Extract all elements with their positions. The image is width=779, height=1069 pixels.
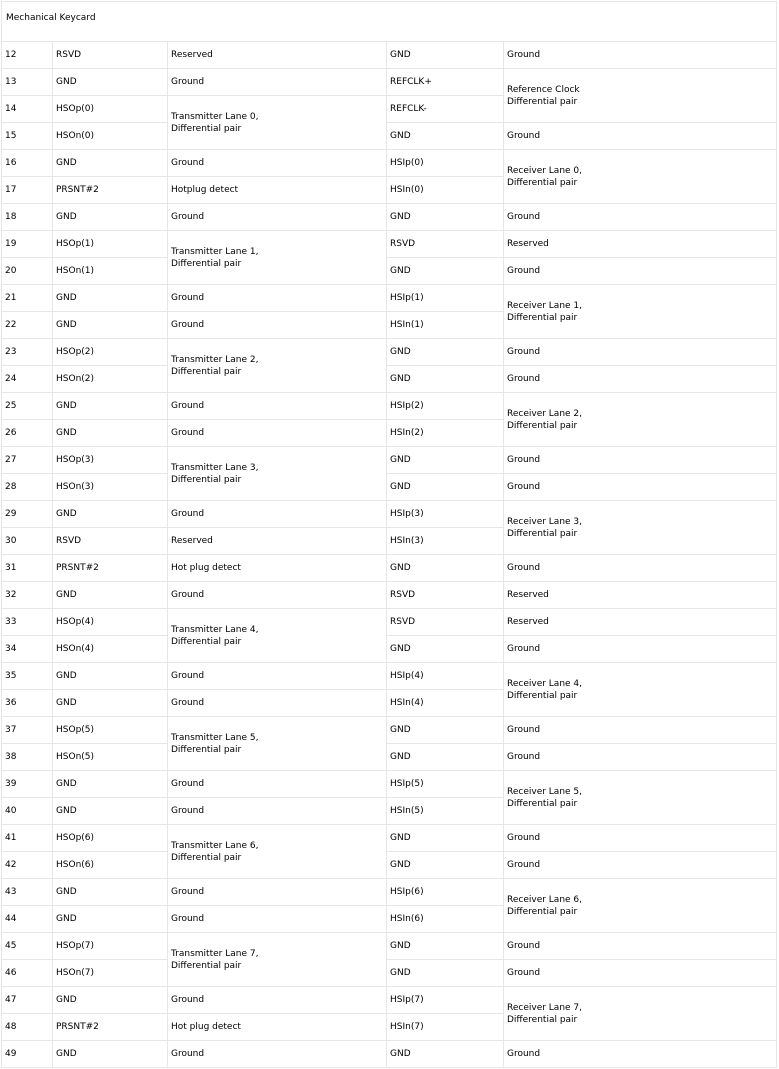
side-a-signal: GND: [53, 150, 168, 177]
side-a-description: Transmitter Lane 5, Differential pair: [168, 717, 387, 771]
side-b-signal: HSIn(7): [387, 1014, 504, 1041]
side-b-signal: HSIn(0): [387, 177, 504, 204]
side-b-signal: HSIn(4): [387, 690, 504, 717]
table-row: [2, 258, 777, 285]
pin-number: 16: [2, 150, 53, 177]
side-b-signal: GND: [387, 204, 504, 231]
table-row: [2, 150, 777, 177]
side-b-signal: HSIn(2): [387, 420, 504, 447]
side-a-description: Ground: [168, 69, 387, 96]
side-a-description: Ground: [168, 906, 387, 933]
side-a-signal: HSOp(7): [53, 933, 168, 960]
side-a-description: Reserved: [168, 528, 387, 555]
side-b-description: Ground: [504, 258, 777, 285]
side-a-description: Hot plug detect: [168, 555, 387, 582]
side-a-description: Ground: [168, 987, 387, 1014]
side-a-signal: HSOn(0): [53, 123, 168, 150]
pin-number: 19: [2, 231, 53, 258]
side-b-signal: GND: [387, 933, 504, 960]
side-b-signal: GND: [387, 474, 504, 501]
side-b-description: Receiver Lane 5, Differential pair: [504, 771, 777, 825]
side-b-signal: HSIp(2): [387, 393, 504, 420]
side-b-description: Receiver Lane 1, Differential pair: [504, 285, 777, 339]
table-row: [2, 366, 777, 393]
side-b-signal: GND: [387, 447, 504, 474]
side-a-signal: PRSNT#2: [53, 177, 168, 204]
side-a-signal: GND: [53, 1041, 168, 1068]
side-a-signal: GND: [53, 771, 168, 798]
side-b-description: Reserved: [504, 609, 777, 636]
table-row: [2, 447, 777, 474]
side-b-signal: HSIn(5): [387, 798, 504, 825]
table-row: [2, 231, 777, 258]
side-b-signal: GND: [387, 717, 504, 744]
table-row: [2, 609, 777, 636]
table-row: [2, 852, 777, 879]
table-row: [2, 1041, 777, 1068]
table-row: [2, 42, 777, 69]
table-row: [2, 636, 777, 663]
side-a-signal: GND: [53, 204, 168, 231]
pin-number: 35: [2, 663, 53, 690]
side-a-signal: GND: [53, 69, 168, 96]
side-b-signal: HSIp(0): [387, 150, 504, 177]
side-b-description: Reserved: [504, 231, 777, 258]
side-a-signal: HSOn(5): [53, 744, 168, 771]
side-b-signal: GND: [387, 258, 504, 285]
pin-number: 34: [2, 636, 53, 663]
side-a-description: Ground: [168, 771, 387, 798]
side-b-description: Ground: [504, 42, 777, 69]
side-b-description: Ground: [504, 636, 777, 663]
side-a-description: Hot plug detect: [168, 1014, 387, 1041]
side-b-description: Receiver Lane 3, Differential pair: [504, 501, 777, 555]
side-a-description: Transmitter Lane 0, Differential pair: [168, 96, 387, 150]
table-row: [2, 204, 777, 231]
table-row: [2, 987, 777, 1014]
side-b-signal: GND: [387, 366, 504, 393]
table-row: [2, 474, 777, 501]
side-b-description: Ground: [504, 339, 777, 366]
side-a-description: Reserved: [168, 42, 387, 69]
pin-number: 20: [2, 258, 53, 285]
pin-number: 13: [2, 69, 53, 96]
side-b-description: Receiver Lane 0, Differential pair: [504, 150, 777, 204]
side-b-signal: HSIn(6): [387, 906, 504, 933]
pin-number: 21: [2, 285, 53, 312]
table-row: [2, 285, 777, 312]
pin-number: 27: [2, 447, 53, 474]
side-a-description: Transmitter Lane 4, Differential pair: [168, 609, 387, 663]
side-b-description: Receiver Lane 7, Differential pair: [504, 987, 777, 1041]
side-b-description: Ground: [504, 366, 777, 393]
side-b-signal: HSIp(1): [387, 285, 504, 312]
side-a-description: Hotplug detect: [168, 177, 387, 204]
side-b-description: Receiver Lane 4, Differential pair: [504, 663, 777, 717]
table-row: [2, 501, 777, 528]
side-b-signal: RSVD: [387, 582, 504, 609]
side-a-signal: GND: [53, 663, 168, 690]
table-row: [2, 744, 777, 771]
table-row: [2, 717, 777, 744]
table-row: [2, 960, 777, 987]
side-b-signal: GND: [387, 744, 504, 771]
keycard-cell: Mechanical Keycard: [2, 2, 777, 42]
side-a-signal: HSOn(7): [53, 960, 168, 987]
side-b-signal: REFCLK-: [387, 96, 504, 123]
side-b-description: Ground: [504, 960, 777, 987]
side-a-signal: GND: [53, 798, 168, 825]
side-a-description: Ground: [168, 312, 387, 339]
side-a-description: Ground: [168, 501, 387, 528]
side-b-signal: GND: [387, 825, 504, 852]
side-a-signal: GND: [53, 285, 168, 312]
side-a-signal: HSOp(3): [53, 447, 168, 474]
side-b-signal: HSIp(4): [387, 663, 504, 690]
side-a-description: Ground: [168, 204, 387, 231]
side-a-signal: HSOn(4): [53, 636, 168, 663]
pin-number: 38: [2, 744, 53, 771]
side-a-signal: HSOp(6): [53, 825, 168, 852]
side-b-description: Ground: [504, 447, 777, 474]
side-b-description: Ground: [504, 852, 777, 879]
side-a-signal: GND: [53, 393, 168, 420]
pin-number: 36: [2, 690, 53, 717]
side-a-signal: GND: [53, 987, 168, 1014]
pin-number: 22: [2, 312, 53, 339]
side-a-signal: RSVD: [53, 42, 168, 69]
side-b-signal: HSIp(3): [387, 501, 504, 528]
side-a-signal: HSOp(1): [53, 231, 168, 258]
side-a-signal: GND: [53, 501, 168, 528]
side-a-description: Transmitter Lane 3, Differential pair: [168, 447, 387, 501]
pinout-table: [1, 1, 777, 1068]
side-a-description: Ground: [168, 150, 387, 177]
side-b-signal: HSIp(7): [387, 987, 504, 1014]
pin-number: 25: [2, 393, 53, 420]
side-a-description: Ground: [168, 879, 387, 906]
pin-number: 26: [2, 420, 53, 447]
side-a-signal: GND: [53, 582, 168, 609]
pin-number: 24: [2, 366, 53, 393]
pin-number: 23: [2, 339, 53, 366]
side-b-description: Ground: [504, 204, 777, 231]
side-b-description: Ground: [504, 555, 777, 582]
pin-number: 29: [2, 501, 53, 528]
side-a-signal: HSOn(2): [53, 366, 168, 393]
side-b-description: Ground: [504, 717, 777, 744]
side-b-description: Reference Clock Differential pair: [504, 69, 777, 123]
pin-number: 30: [2, 528, 53, 555]
pin-number: 43: [2, 879, 53, 906]
side-b-signal: GND: [387, 339, 504, 366]
pin-number: 46: [2, 960, 53, 987]
pin-number: 37: [2, 717, 53, 744]
side-b-signal: GND: [387, 555, 504, 582]
table-row: [2, 555, 777, 582]
pin-number: 41: [2, 825, 53, 852]
side-b-description: Ground: [504, 933, 777, 960]
pin-number: 14: [2, 96, 53, 123]
pin-number: 44: [2, 906, 53, 933]
table-row: [2, 879, 777, 906]
side-a-signal: GND: [53, 420, 168, 447]
side-a-signal: RSVD: [53, 528, 168, 555]
side-b-description: Receiver Lane 6, Differential pair: [504, 879, 777, 933]
side-a-description: Transmitter Lane 1, Differential pair: [168, 231, 387, 285]
side-a-description: Ground: [168, 663, 387, 690]
table-row: [2, 663, 777, 690]
side-a-description: Ground: [168, 393, 387, 420]
table-row: [2, 123, 777, 150]
side-b-description: Receiver Lane 2, Differential pair: [504, 393, 777, 447]
keycard-row: [2, 2, 777, 42]
side-b-signal: HSIn(1): [387, 312, 504, 339]
pin-number: 48: [2, 1014, 53, 1041]
table-row: [2, 582, 777, 609]
side-a-signal: HSOn(3): [53, 474, 168, 501]
side-a-signal: GND: [53, 879, 168, 906]
side-a-signal: HSOp(0): [53, 96, 168, 123]
side-b-signal: GND: [387, 960, 504, 987]
side-a-description: Ground: [168, 420, 387, 447]
side-b-description: Ground: [504, 123, 777, 150]
pin-number: 47: [2, 987, 53, 1014]
side-a-signal: HSOn(1): [53, 258, 168, 285]
side-a-signal: HSOn(6): [53, 852, 168, 879]
pin-number: 32: [2, 582, 53, 609]
pin-number: 42: [2, 852, 53, 879]
pin-number: 31: [2, 555, 53, 582]
side-b-signal: GND: [387, 42, 504, 69]
side-a-description: Ground: [168, 690, 387, 717]
pin-number: 49: [2, 1041, 53, 1068]
side-b-signal: GND: [387, 1041, 504, 1068]
side-a-signal: PRSNT#2: [53, 1014, 168, 1041]
side-b-signal: HSIp(5): [387, 771, 504, 798]
table-row: [2, 933, 777, 960]
side-b-signal: REFCLK+: [387, 69, 504, 96]
side-a-signal: GND: [53, 906, 168, 933]
side-b-signal: GND: [387, 852, 504, 879]
pin-number: 18: [2, 204, 53, 231]
pin-number: 40: [2, 798, 53, 825]
side-a-signal: GND: [53, 690, 168, 717]
pin-number: 28: [2, 474, 53, 501]
table-row: [2, 825, 777, 852]
side-a-signal: HSOp(2): [53, 339, 168, 366]
side-b-signal: GND: [387, 636, 504, 663]
side-b-signal: HSIp(6): [387, 879, 504, 906]
side-b-description: Reserved: [504, 582, 777, 609]
pin-number: 17: [2, 177, 53, 204]
side-a-description: Transmitter Lane 2, Differential pair: [168, 339, 387, 393]
side-a-signal: HSOp(5): [53, 717, 168, 744]
table-row: [2, 69, 777, 96]
pin-number: 15: [2, 123, 53, 150]
side-a-signal: GND: [53, 312, 168, 339]
pin-number: 39: [2, 771, 53, 798]
side-a-description: Ground: [168, 798, 387, 825]
side-b-description: Ground: [504, 1041, 777, 1068]
side-b-description: Ground: [504, 744, 777, 771]
side-b-description: Ground: [504, 474, 777, 501]
side-b-signal: HSIn(3): [387, 528, 504, 555]
pin-number: 12: [2, 42, 53, 69]
side-a-description: Transmitter Lane 6, Differential pair: [168, 825, 387, 879]
pin-number: 33: [2, 609, 53, 636]
table-row: [2, 771, 777, 798]
side-a-description: Ground: [168, 1041, 387, 1068]
table-row: [2, 393, 777, 420]
side-b-signal: RSVD: [387, 609, 504, 636]
pin-number: 45: [2, 933, 53, 960]
side-a-description: Transmitter Lane 7, Differential pair: [168, 933, 387, 987]
table-row: [2, 339, 777, 366]
side-a-description: Ground: [168, 285, 387, 312]
side-a-signal: HSOp(4): [53, 609, 168, 636]
side-b-signal: RSVD: [387, 231, 504, 258]
side-b-signal: GND: [387, 123, 504, 150]
side-b-description: Ground: [504, 825, 777, 852]
side-a-description: Ground: [168, 582, 387, 609]
side-a-signal: PRSNT#2: [53, 555, 168, 582]
